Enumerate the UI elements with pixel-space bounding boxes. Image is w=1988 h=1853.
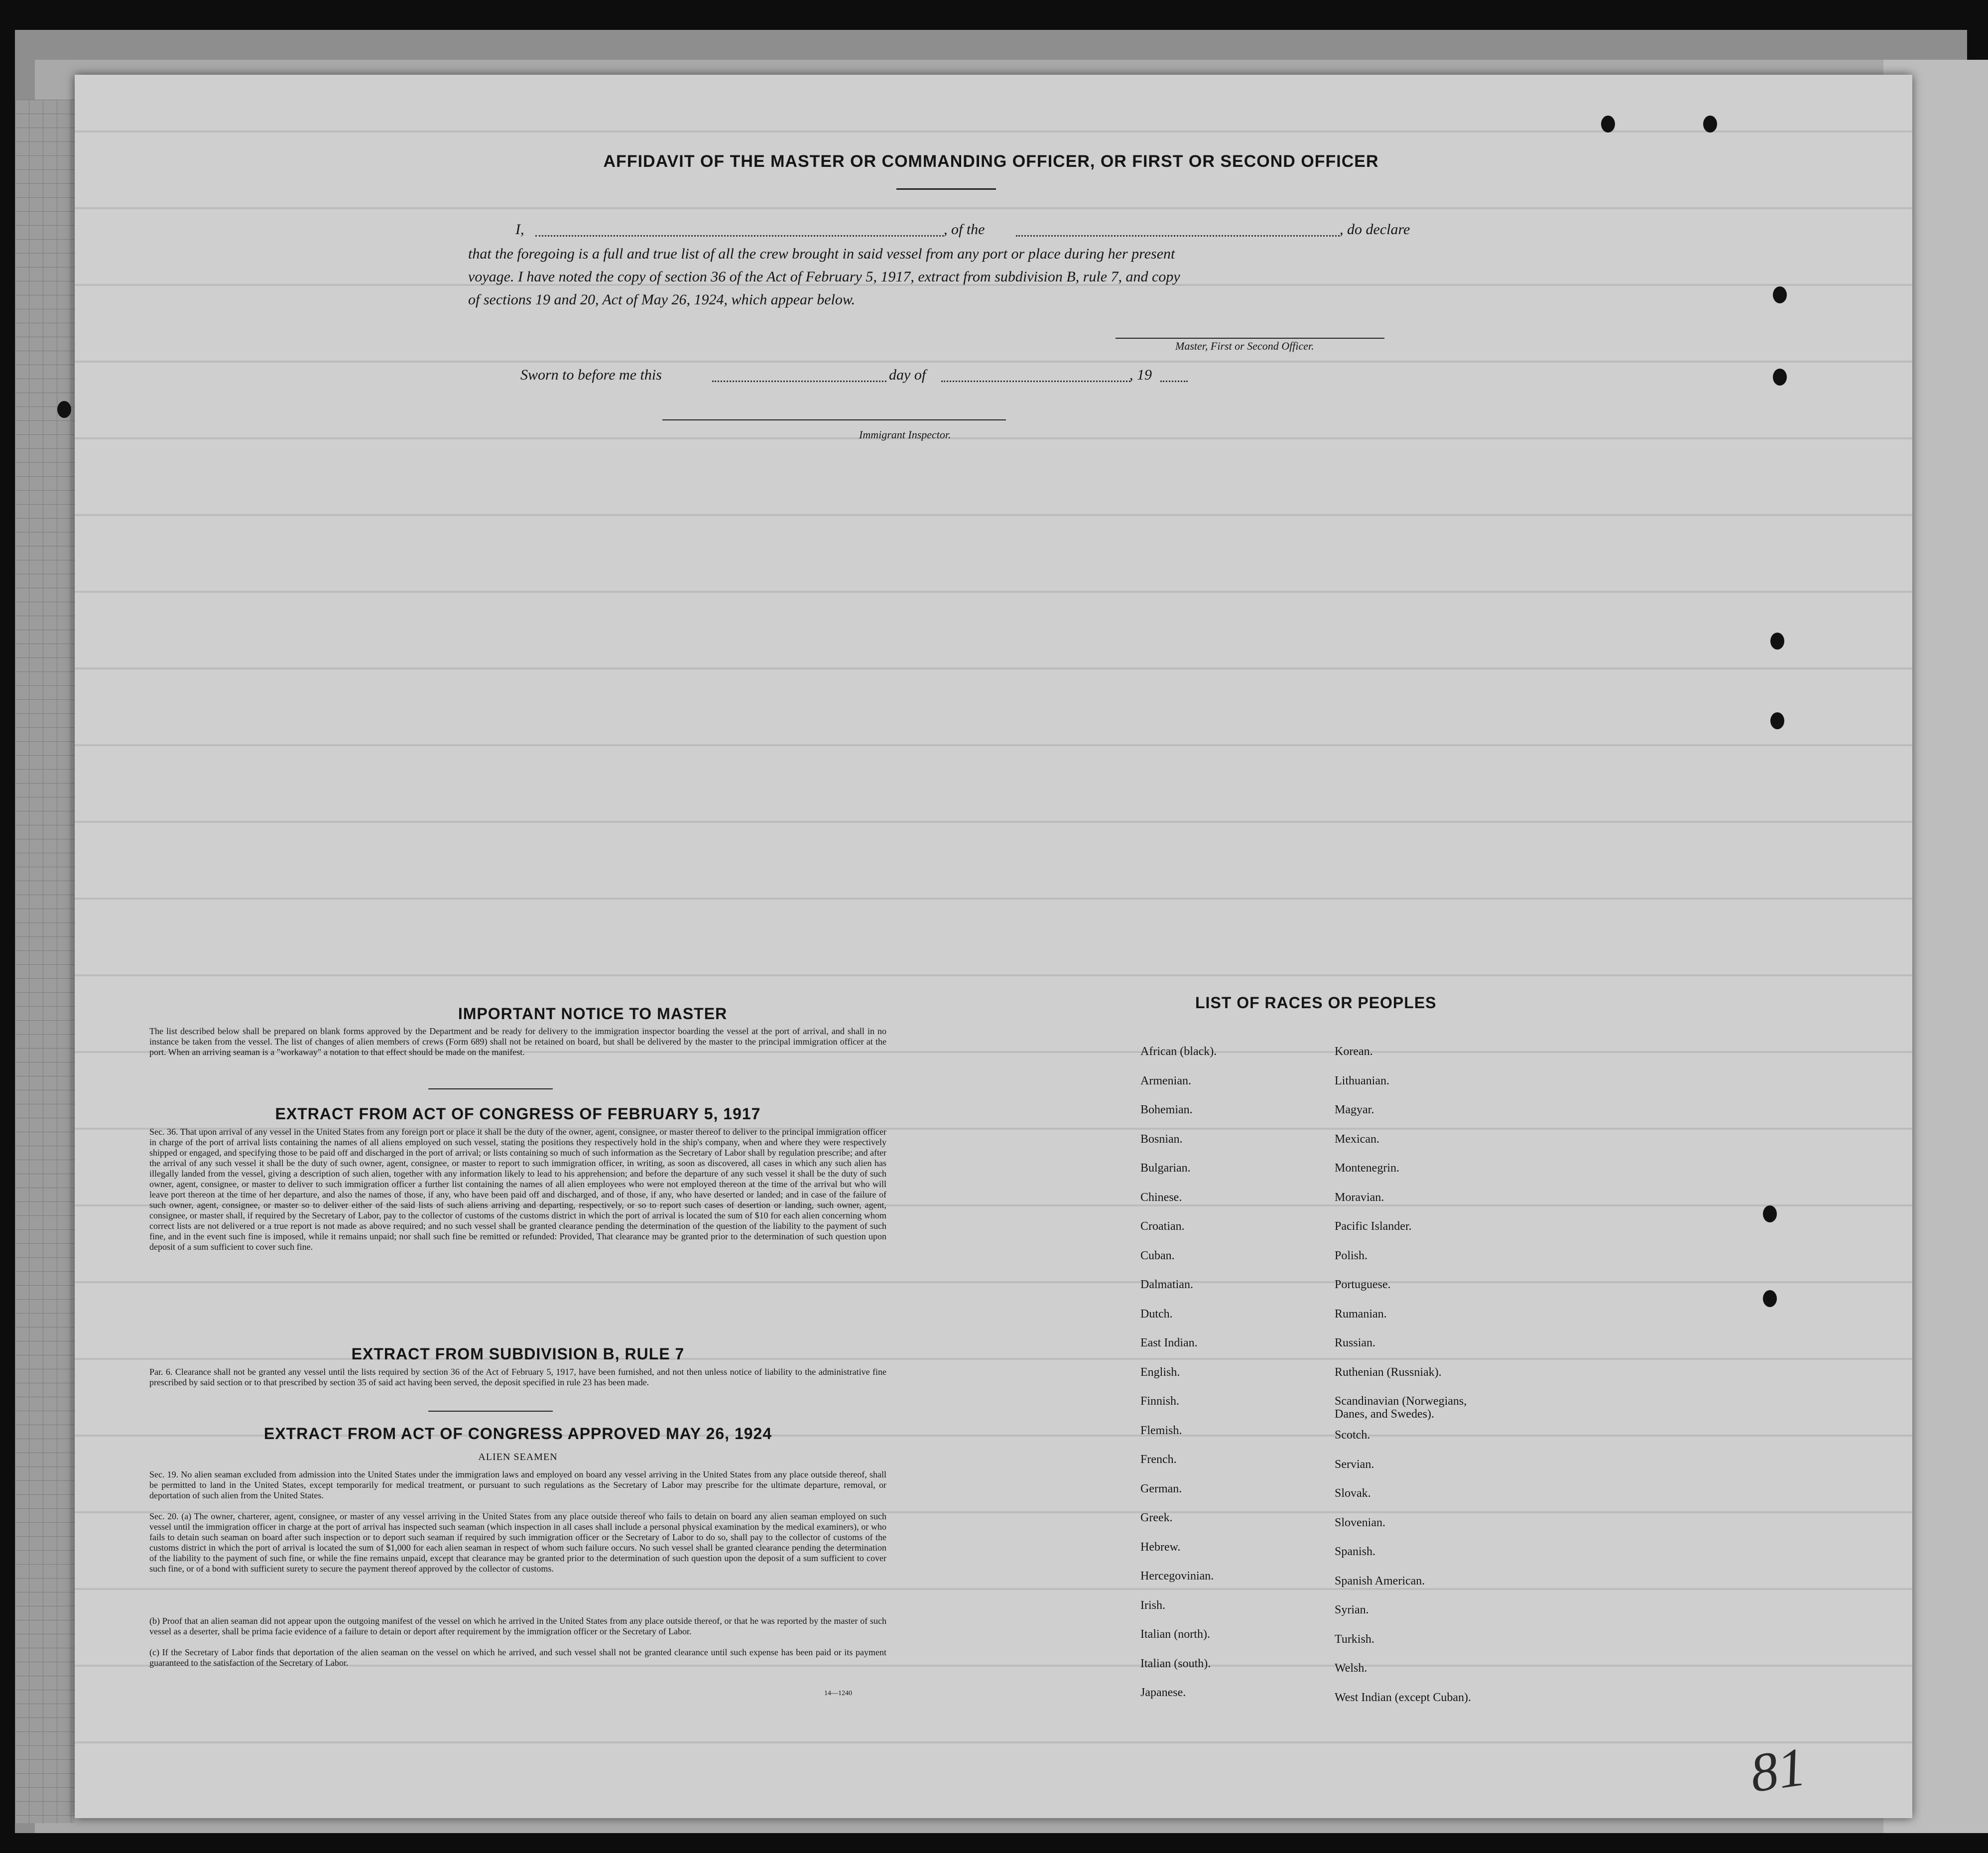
race-item: Mexican. — [1335, 1132, 1379, 1146]
year-prefix: , 19 — [1129, 367, 1152, 383]
affidavit-do-declare: , do declare — [1340, 221, 1410, 238]
punch-hole-icon — [1773, 369, 1787, 386]
race-item: Magyar. — [1335, 1103, 1374, 1116]
handwritten-page-number: 81 — [1746, 1735, 1809, 1804]
race-item: Servian. — [1335, 1457, 1374, 1471]
sworn-month-blank[interactable] — [941, 381, 1130, 382]
punch-hole-icon — [1770, 633, 1784, 650]
rule7-rule — [428, 1411, 553, 1412]
extract-rule7-body: Par. 6. Clearance shall not be granted any vessel until the lists required by section 36 of the Act of February 5, 1917, have been furnished, and not then unless notice of liability to the administrative fine prescribed by said section or to that prescribed by section 35 of said act having been served, the deposit specified in rule 23 has been made. — [149, 1367, 886, 1387]
race-item: Cuban. — [1140, 1249, 1175, 1262]
race-item: East Indian. — [1140, 1336, 1198, 1349]
race-item: Scotch. — [1335, 1429, 1370, 1442]
punch-hole-icon — [1601, 116, 1615, 132]
punch-hole-icon — [1763, 1290, 1777, 1307]
extract-1917-body: Sec. 36. That upon arrival of any vessel in the United States from any foreign port or place it shall be the duty of the owner, agent, consignee, or master thereof to deliver to the principal immigration officer in charge of the port of arrival lists containing the names of all aliens employed on such vessel, stating the positions they respectively hold in the ship's company, when and where they were respectively shipped or engaged, and specifying those to be paid off and discharged in the port of arrival; or lists containing so much of such information as the Secretary of Labor shall by regulation prescribe; and after the arrival of any such vessel it shall be the duty of such owner, agent, consignee, or master to report to such immigration officer, in writing, as soon as discovered, all cases in which any such alien has illegally landed from the vessel, giving a description of such alien, together with any information likely to lead to his apprehension; and before the departure of any such vessel it shall be the duty of such owner, agent, consignee, or master to deliver to such immigration officer a further list containing the names of all alien employees who were not employed thereon at the time of the arrival but who will leave port thereon at the time of her departure, and also the names of those, if any, who have been paid off and discharged, and of those, if any, who have deserted or landed; and in case of the failure of such owner, agent, consignee, or master so to deliver either of the said lists of such aliens arriving and departing, respectively, or so to report such cases of desertion or landing, such owner, agent, consignee, or master shall, if required by the Secretary of Labor, pay to the collector of customs of the customs district in which the port of arrival is located the sum of $10 for each alien concerning whom correct lists are not delivered or a true report is not made as above required; and no such vessel shall be granted clearance pending the determination of the question of the liability to the payment of such fine, and in the event such fine is imposed, while it remains unpaid; nor shall such fine be remitted or refunded: Provided, That clearance may be granted prior to the determination of such question upon deposit of a sum sufficient to cover such fine. — [149, 1127, 886, 1252]
punch-hole-icon — [1770, 712, 1784, 729]
race-item: Spanish. — [1335, 1545, 1376, 1558]
race-item: Korean. — [1335, 1045, 1373, 1058]
master-signature-label: Master, First or Second Officer. — [1175, 340, 1314, 352]
affidavit-i: I, — [515, 221, 524, 238]
race-item: African (black). — [1140, 1045, 1217, 1058]
sworn-year-blank[interactable] — [1160, 381, 1188, 382]
inspector-signature-line[interactable] — [662, 419, 1006, 420]
race-item: West Indian (except Cuban). — [1335, 1691, 1471, 1704]
races-title: LIST OF RACES OR PEOPLES — [1195, 994, 1437, 1012]
title-rule — [896, 188, 996, 190]
master-signature-line[interactable] — [1116, 338, 1384, 339]
race-item: Turkish. — [1335, 1632, 1374, 1646]
race-item: Welsh. — [1335, 1662, 1367, 1675]
race-item: French. — [1140, 1453, 1177, 1466]
race-item: Hebrew. — [1140, 1540, 1181, 1554]
race-item: Greek. — [1140, 1511, 1173, 1524]
race-item: Pacific Islander. — [1335, 1220, 1412, 1233]
race-item: Chinese. — [1140, 1191, 1182, 1204]
race-item: Scandinavian (Norwegians, Danes, and Swedes). — [1335, 1395, 1467, 1421]
race-item: Ruthenian (Russniak). — [1335, 1365, 1442, 1379]
race-item: Italian (north). — [1140, 1628, 1210, 1641]
race-item: Slovenian. — [1335, 1516, 1385, 1529]
race-item: Rumanian. — [1335, 1307, 1387, 1321]
name-blank[interactable] — [535, 235, 944, 237]
affidavit-of-the: , of the — [944, 221, 985, 238]
extract-1924-sec20c: (c) If the Secretary of Labor finds that deportation of the alien seaman on the vessel on which he arrived, and such vessel shall not be granted clearance until such expense has been paid or its payment guaranteed to the satisfaction of the Secretary of Labor. — [149, 1647, 886, 1668]
race-item: Polish. — [1335, 1249, 1368, 1262]
race-item: Dutch. — [1140, 1307, 1173, 1321]
race-item: Slovak. — [1335, 1487, 1371, 1500]
race-item: English. — [1140, 1365, 1180, 1379]
notice-title: IMPORTANT NOTICE TO MASTER — [458, 1005, 728, 1023]
race-item: Portuguese. — [1335, 1278, 1391, 1291]
race-item: Lithuanian. — [1335, 1074, 1389, 1087]
form-number: 14—1240 — [824, 1690, 852, 1697]
sworn-text: Sworn to before me this — [520, 367, 662, 383]
race-item: Finnish. — [1140, 1395, 1180, 1408]
race-item: Flemish. — [1140, 1424, 1182, 1437]
extract-1924-sec19: Sec. 19. No alien seaman excluded from admission into the United States under the immigration laws and employed on board any vessel arriving in the United States from any place outside thereof, shall be permitted to land in the United States, except temporarily for medical treatment, or pursuant to such regulations as the Secretary of Labor may prescribe for the ultimate departure, removal, or deportation of such alien from the United States. — [149, 1469, 886, 1500]
affidavit-line-2: that the foregoing is a full and true list of all the crew brought in said vessel from any port or place during her present — [468, 246, 1175, 262]
extract-1924-title: EXTRACT FROM ACT OF CONGRESS APPROVED MAY 26, 1924 — [263, 1425, 772, 1443]
race-item: Bosnian. — [1140, 1132, 1183, 1146]
race-item: Russian. — [1335, 1336, 1376, 1349]
race-item: Croatian. — [1140, 1220, 1185, 1233]
extract-1917-title: EXTRACT FROM ACT OF CONGRESS OF FEBRUARY 5, 1917 — [275, 1105, 761, 1123]
notice-rule — [428, 1088, 553, 1089]
inspector-label: Immigrant Inspector. — [859, 428, 951, 441]
extract-1924-subtitle: ALIEN SEAMEN — [478, 1452, 558, 1462]
race-item: Dalmatian. — [1140, 1278, 1193, 1291]
extract-1924-sec20b: (b) Proof that an alien seaman did not appear upon the outgoing manifest of the vessel on which he arrived in the United States from any place outside thereof, or that he was reported by the master of such vessel as a deserter, shall be prima facie evidence of a failure to detain or deport after requirement by the immigration officer or the Secretary of Labor. — [149, 1616, 886, 1636]
affidavit-title: AFFIDAVIT OF THE MASTER OR COMMANDING OFFICER, OR FIRST OR SECOND OFFICER — [603, 152, 1379, 171]
extract-1924-sec20a: Sec. 20. (a) The owner, charterer, agent, consignee, or master of any vessel arriving in the United States from any place outside thereof who fails to detain on board any alien seaman employed on such vessel until the immigration officer in charge at the port of arrival has inspected such seaman (which inspection in all cases shall include a personal physical examination by the medical examiners), or who fails to detain such seaman on board after such inspection or to deport such seaman if required by such immigration officer or the Secretary of Labor to do so, shall pay to the collector of customs of the customs district in which the port of arrival is located the sum of $1,000 for each alien seaman in respect of whom such failure occurs. No such vessel shall be granted clearance pending the determination of the liability to the payment of such fine, or while the fine remains unpaid, except that clearance may be granted prior to the determination of such question upon the deposit of a sum sufficient to cover such fine, or of a bond with sufficient surety to secure the payment thereof approved by the collector of customs. — [149, 1511, 886, 1574]
race-item: German. — [1140, 1482, 1182, 1495]
punch-hole-icon — [1773, 286, 1787, 303]
sworn-day-blank[interactable] — [712, 381, 886, 382]
punch-hole-icon — [1763, 1205, 1777, 1222]
day-of-text: day of — [889, 367, 926, 383]
race-item: Moravian. — [1335, 1191, 1384, 1204]
punch-hole-icon — [57, 401, 71, 418]
punch-hole-icon — [1703, 116, 1717, 132]
extract-rule7-title: EXTRACT FROM SUBDIVISION B, RULE 7 — [351, 1345, 685, 1363]
race-item: Spanish American. — [1335, 1574, 1425, 1588]
race-item: Bulgarian. — [1140, 1162, 1191, 1175]
race-item: Syrian. — [1335, 1603, 1369, 1616]
race-item: Irish. — [1140, 1598, 1165, 1612]
race-item: Montenegrin. — [1335, 1162, 1399, 1175]
race-item: Armenian. — [1140, 1074, 1191, 1087]
grid-paper-edge — [15, 100, 75, 1823]
vessel-blank[interactable] — [1016, 235, 1340, 237]
race-item: Italian (south). — [1140, 1657, 1211, 1670]
race-item: Hercegovinian. — [1140, 1570, 1214, 1583]
race-item: Bohemian. — [1140, 1103, 1193, 1116]
race-item: Japanese. — [1140, 1686, 1186, 1699]
affidavit-line-4: of sections 19 and 20, Act of May 26, 1924, which appear below. — [468, 291, 856, 308]
affidavit-line-3: voyage. I have noted the copy of section 36 of the Act of February 5, 1917, extract from subdivision B, rule 7, and copy — [468, 268, 1180, 285]
notice-body: The list described below shall be prepared on blank forms approved by the Department and be ready for delivery to the immigration inspector boarding the vessel at the port of arrival, and shall in no instance be taken from the vessel. The list of changes of alien members of crews (Form 689) shall not be retained on board, but shall be delivered by the master to the principal immigration officer at the port. When an arriving seaman is a "workaway" a notation to that effect should be made on the manifest. — [149, 1026, 886, 1057]
